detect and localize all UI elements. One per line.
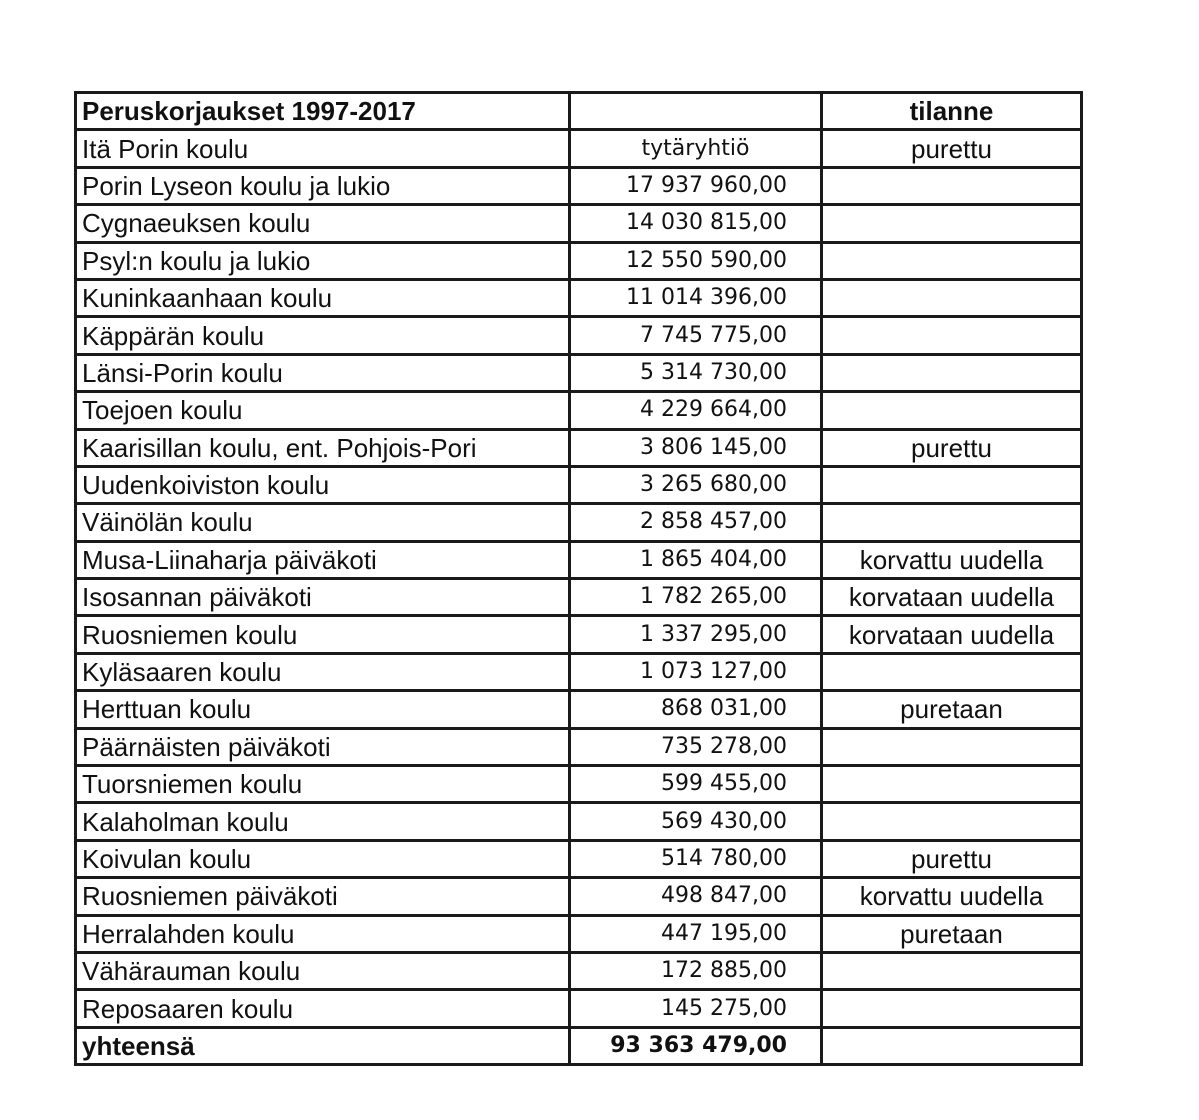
school-name: Itä Porin koulu bbox=[76, 130, 570, 167]
school-name: Tuorsniemen koulu bbox=[76, 766, 570, 803]
school-name: Porin Lyseon koulu ja lukio bbox=[76, 167, 570, 204]
table-row bbox=[76, 766, 1082, 803]
table-row bbox=[76, 616, 1082, 653]
amount-cell: 3 265 680,00 bbox=[570, 466, 822, 503]
status-cell bbox=[822, 242, 1082, 279]
amount-cell: 5 314 730,00 bbox=[570, 354, 822, 391]
school-name: Kuninkaanhaan koulu bbox=[76, 279, 570, 316]
amount-header bbox=[570, 93, 822, 130]
status-cell bbox=[822, 167, 1082, 204]
amount-cell: 172 885,00 bbox=[570, 952, 822, 989]
status-cell bbox=[822, 803, 1082, 840]
table-row bbox=[76, 130, 1082, 167]
status-cell bbox=[822, 279, 1082, 316]
table-row bbox=[76, 429, 1082, 466]
status-cell: korvattu uudella bbox=[822, 541, 1082, 578]
school-name: Päärnäisten päiväkoti bbox=[76, 728, 570, 765]
table-row bbox=[76, 504, 1082, 541]
amount-cell: 1 073 127,00 bbox=[570, 653, 822, 690]
school-name: Toejoen koulu bbox=[76, 392, 570, 429]
table-row bbox=[76, 392, 1082, 429]
amount-cell: 498 847,00 bbox=[570, 878, 822, 915]
status-cell bbox=[822, 317, 1082, 354]
status-cell bbox=[822, 653, 1082, 690]
amount-cell: 11 014 396,00 bbox=[570, 279, 822, 316]
amount-cell: 145 275,00 bbox=[570, 990, 822, 1027]
amount-cell: 17 937 960,00 bbox=[570, 167, 822, 204]
school-name: Isosannan päiväkoti bbox=[76, 579, 570, 616]
amount-cell: 1 782 265,00 bbox=[570, 579, 822, 616]
table-row bbox=[76, 205, 1082, 242]
status-cell bbox=[822, 466, 1082, 503]
school-name: Kalaholman koulu bbox=[76, 803, 570, 840]
renovation-table bbox=[74, 91, 1083, 1066]
table-row bbox=[76, 317, 1082, 354]
amount-cell: 599 455,00 bbox=[570, 766, 822, 803]
amount-cell: 7 745 775,00 bbox=[570, 317, 822, 354]
total-label: yhteensä bbox=[76, 1027, 570, 1064]
status-cell: korvattu uudella bbox=[822, 878, 1082, 915]
table-row bbox=[76, 952, 1082, 989]
status-cell bbox=[822, 205, 1082, 242]
amount-cell: 4 229 664,00 bbox=[570, 392, 822, 429]
total-amount: 93 363 479,00 bbox=[570, 1027, 822, 1064]
school-name: Psyl:n koulu ja lukio bbox=[76, 242, 570, 279]
status-cell bbox=[822, 728, 1082, 765]
school-name: Uudenkoiviston koulu bbox=[76, 466, 570, 503]
amount-cell: 14 030 815,00 bbox=[570, 205, 822, 242]
school-name: Vähärauman koulu bbox=[76, 952, 570, 989]
school-name: Reposaaren koulu bbox=[76, 990, 570, 1027]
amount-cell: 447 195,00 bbox=[570, 915, 822, 952]
school-name: Ruosniemen päiväkoti bbox=[76, 878, 570, 915]
amount-cell: 868 031,00 bbox=[570, 691, 822, 728]
amount-cell: 12 550 590,00 bbox=[570, 242, 822, 279]
table-row bbox=[76, 803, 1082, 840]
amount-cell: 1 337 295,00 bbox=[570, 616, 822, 653]
status-cell bbox=[822, 990, 1082, 1027]
status-cell: korvataan uudella bbox=[822, 579, 1082, 616]
table-row bbox=[76, 691, 1082, 728]
amount-cell: 735 278,00 bbox=[570, 728, 822, 765]
amount-cell: tytäryhtiö bbox=[570, 130, 822, 167]
school-name: Koivulan koulu bbox=[76, 840, 570, 877]
school-name: Käppärän koulu bbox=[76, 317, 570, 354]
total-row bbox=[76, 1027, 1082, 1064]
school-name: Musa-Liinaharja päiväkoti bbox=[76, 541, 570, 578]
table-row bbox=[76, 915, 1082, 952]
table-row bbox=[76, 579, 1082, 616]
school-name: Herttuan koulu bbox=[76, 691, 570, 728]
table-row bbox=[76, 728, 1082, 765]
school-name: Cygnaeuksen koulu bbox=[76, 205, 570, 242]
table-row bbox=[76, 354, 1082, 391]
status-cell: purettu bbox=[822, 840, 1082, 877]
amount-cell: 3 806 145,00 bbox=[570, 429, 822, 466]
table-row bbox=[76, 541, 1082, 578]
table-row bbox=[76, 990, 1082, 1027]
table-row bbox=[76, 878, 1082, 915]
status-cell bbox=[822, 952, 1082, 989]
school-name: Kyläsaaren koulu bbox=[76, 653, 570, 690]
header-row bbox=[76, 93, 1082, 130]
status-cell bbox=[822, 766, 1082, 803]
status-cell: purettu bbox=[822, 130, 1082, 167]
school-name: Väinölän koulu bbox=[76, 504, 570, 541]
status-header: tilanne bbox=[822, 93, 1082, 130]
table-row bbox=[76, 242, 1082, 279]
amount-cell: 2 858 457,00 bbox=[570, 504, 822, 541]
table-row bbox=[76, 279, 1082, 316]
status-cell: purettu bbox=[822, 429, 1082, 466]
status-cell bbox=[822, 392, 1082, 429]
table-row bbox=[76, 167, 1082, 204]
school-name: Kaarisillan koulu, ent. Pohjois-Pori bbox=[76, 429, 570, 466]
status-cell: korvataan uudella bbox=[822, 616, 1082, 653]
total-status bbox=[822, 1027, 1082, 1064]
amount-cell: 514 780,00 bbox=[570, 840, 822, 877]
school-name: Ruosniemen koulu bbox=[76, 616, 570, 653]
table-row bbox=[76, 840, 1082, 877]
status-cell: puretaan bbox=[822, 691, 1082, 728]
amount-cell: 569 430,00 bbox=[570, 803, 822, 840]
table-row bbox=[76, 466, 1082, 503]
status-cell bbox=[822, 504, 1082, 541]
amount-cell: 1 865 404,00 bbox=[570, 541, 822, 578]
school-name: Herralahden koulu bbox=[76, 915, 570, 952]
status-cell bbox=[822, 354, 1082, 391]
table-row bbox=[76, 653, 1082, 690]
status-cell: puretaan bbox=[822, 915, 1082, 952]
school-name: Länsi-Porin koulu bbox=[76, 354, 570, 391]
table-title: Peruskorjaukset 1997-2017 bbox=[76, 93, 570, 130]
